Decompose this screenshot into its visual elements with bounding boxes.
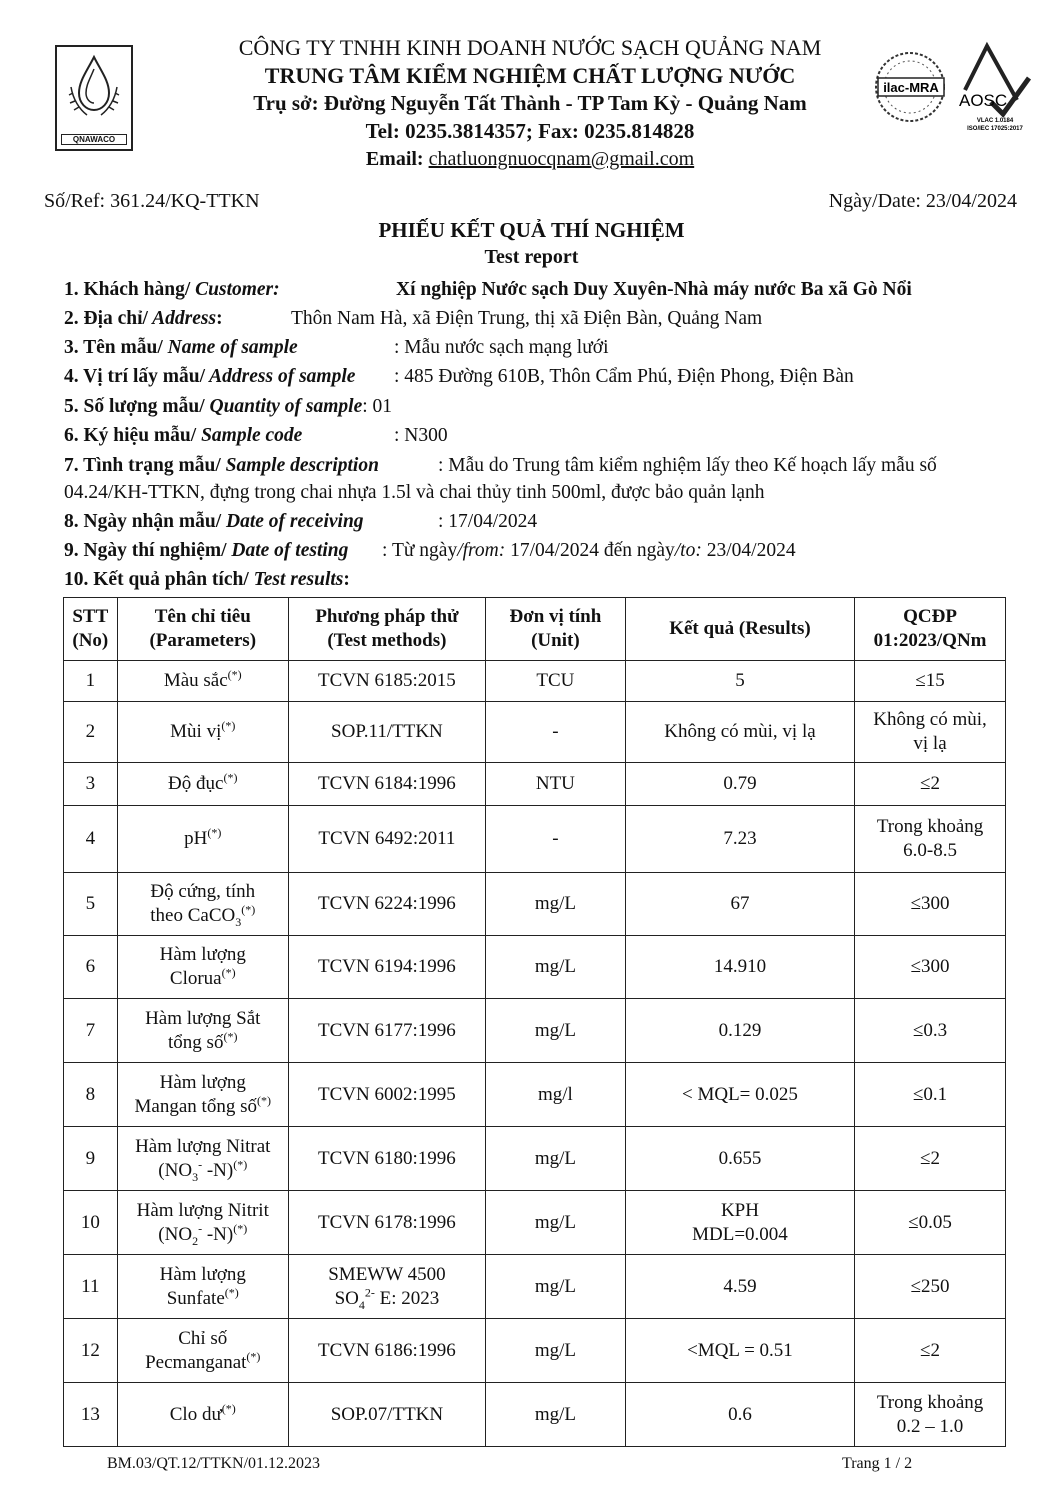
ilac-mra-logo	[872, 42, 952, 132]
report-title: PHIẾU KẾT QUẢ THÍ NGHIỆM	[378, 218, 685, 242]
email-link[interactable]: chatluongnuocqnam@gmail.com	[428, 148, 695, 170]
col-header-result: Kết quả (Results)	[625, 598, 854, 661]
col-header-standard: QCĐP 01:2023/QNm	[855, 598, 1006, 661]
aosc-sub1: VLAC 1.0184	[976, 118, 1014, 124]
info-customer-value: Xí nghiệp Nước sạch Duy Xuyên-Nhà máy nước Ba xã Gò Nổi	[396, 279, 912, 300]
logo-label: QNAWACO	[61, 134, 127, 145]
table-row: 12 Chỉ số Pecmanganat(*) TCVN 6186:1996 mg/L <MQL = 0.51 ≤2	[64, 1319, 1006, 1383]
info-sample-code: 6. Ký hiệu mẫu/ Sample code	[64, 425, 303, 446]
info-address-value: Thôn Nam Hà, xã Điện Trung, thị xã Điện Bàn, Quảng Nam	[291, 308, 763, 329]
col-header-unit: Đơn vị tính (Unit)	[485, 598, 625, 661]
info-sample-code-value: : N300	[394, 425, 448, 446]
company-name: CÔNG TY TNHH KINH DOANH NƯỚC SẠCH QUẢNG NAM	[238, 35, 822, 60]
company-logo	[55, 45, 133, 151]
aosc-sub2: ISO/IEC 17025:2017	[967, 126, 1023, 132]
table-header-row	[64, 598, 1006, 661]
table-row: 9 Hàm lượng Nitrat ($NO_3^-$ -N)(*) TCVN 6180:1996 mg/L 0.655 ≤2	[64, 1127, 1006, 1191]
table-row: 13 Clo dư(*) SOP.07/TTKN mg/L 0.6 Trong khoảng 0.2 – 1.0	[64, 1383, 1006, 1447]
company-phone: Tel: 0235.3814357; Fax: 0235.814828	[365, 119, 695, 143]
info-results-heading: 10. Kết quả phân tích/ Test results:	[64, 569, 350, 590]
info-address: 2. Địa chỉ/ Address:	[64, 308, 223, 329]
info-description-value-2: 04.24/KH-TTKN, đựng trong chai nhựa 1.5l và chai thủy tinh 500ml, được bảo quản lạnh	[64, 482, 765, 503]
info-testing-date-value: : Từ ngày/from: 17/04/2024 đến ngày/to: 23/04/2024	[382, 540, 796, 561]
aosc-label: AOSC	[959, 91, 1008, 110]
info-testing-date: 9. Ngày thí nghiệm/ Date of testing	[64, 540, 349, 561]
table-row: 5 Độ cứng, tính theo CaCO$_3$(*) TCVN 6224:1996 mg/L 67 ≤300	[64, 873, 1006, 936]
col-header-method: Phương pháp thử (Test methods)	[288, 598, 485, 661]
aosc-logo	[955, 40, 1035, 135]
table-row: 6 Hàm lượng Clorua(*) TCVN 6194:1996 mg/L 14.910 ≤300	[64, 936, 1006, 999]
info-quantity-value: : 01	[362, 396, 393, 417]
info-sample-name-value: : Mẫu nước sạch mạng lưới	[394, 337, 609, 358]
company-address: Trụ sở: Đường Nguyễn Tất Thành - TP Tam Kỳ - Quảng Nam	[253, 91, 807, 115]
table-row: 1 Màu sắc(*) TCVN 6185:2015 TCU 5 ≤15	[64, 661, 1006, 702]
info-customer: 1. Khách hàng/ Customer:	[64, 279, 280, 300]
ilac-label: ilac-MRA	[883, 80, 939, 95]
table-row: 7 Hàm lượng Sắt tổng số(*) TCVN 6177:1996 mg/L 0.129 ≤0.3	[64, 999, 1006, 1063]
aosc-mark-icon	[955, 40, 1035, 135]
table-row: 3 Độ đục(*) TCVN 6184:1996 NTU 0.79 ≤2	[64, 763, 1006, 806]
table-row: 10 Hàm lượng Nitrit ($NO_2^-$ -N)(*) TCVN 6178:1996 mg/L KPH MDL=0.004 ≤0.05	[64, 1191, 1006, 1255]
info-description: 7. Tình trạng mẫu/ Sample description	[64, 455, 379, 476]
info-receiving-date-value: : 17/04/2024	[438, 511, 538, 532]
table-row: 8 Hàm lượng Mangan tổng số(*) TCVN 6002:1995 mg/l < MQL= 0.025 ≤0.1	[64, 1063, 1006, 1127]
email-label: Email:	[365, 148, 429, 170]
col-header-parameter: Tên chỉ tiêu (Parameters)	[117, 598, 288, 661]
form-code: BM.03/QT.12/TTKN/01.12.2023	[107, 1455, 321, 1472]
table-row: 2 Mùi vị(*) SOP.11/TTKN - Không có mùi, vị lạ Không có mùi, vị lạ	[64, 702, 1006, 763]
info-sample-location-value: : 485 Đường 610B, Thôn Cẩm Phú, Điện Phong, Điện Bàn	[394, 366, 854, 387]
company-email-line	[150, 145, 910, 173]
water-drop-icon	[57, 47, 131, 133]
ilac-globe-icon	[872, 42, 952, 132]
report-subtitle: Test report	[484, 246, 579, 268]
page-number: Trang 1 / 2	[842, 1455, 913, 1472]
report-date: Ngày/Date: 23/04/2024	[828, 190, 1017, 212]
info-receiving-date: 8. Ngày nhận mẫu/ Date of receiving	[64, 511, 364, 532]
center-name: TRUNG TÂM KIỂM NGHIỆM CHẤT LƯỢNG NƯỚC	[264, 63, 796, 88]
results-table	[63, 597, 1006, 1447]
info-description-value-1: : Mẫu do Trung tâm kiểm nghiệm lấy theo Kế hoạch lấy mẫu số	[438, 455, 937, 476]
info-quantity: 5. Số lượng mẫu/ Quantity of sample: 01	[64, 396, 393, 417]
col-header-no: STT (No)	[64, 598, 118, 661]
table-row: 4 pH(*) TCVN 6492:2011 - 7.23 Trong khoảng 6.0-8.5	[64, 806, 1006, 873]
table-row: 11 Hàm lượng Sunfate(*) SMEWW 4500 $SO_4^{2-}$ E: 2023 mg/L 4.59 ≤250	[64, 1255, 1006, 1319]
reference-number: Số/Ref: 361.24/KQ-TTKN	[44, 190, 260, 212]
info-sample-location: 4. Vị trí lấy mẫu/ Address of sample	[64, 366, 356, 387]
info-sample-name: 3. Tên mẫu/ Name of sample	[64, 337, 298, 358]
